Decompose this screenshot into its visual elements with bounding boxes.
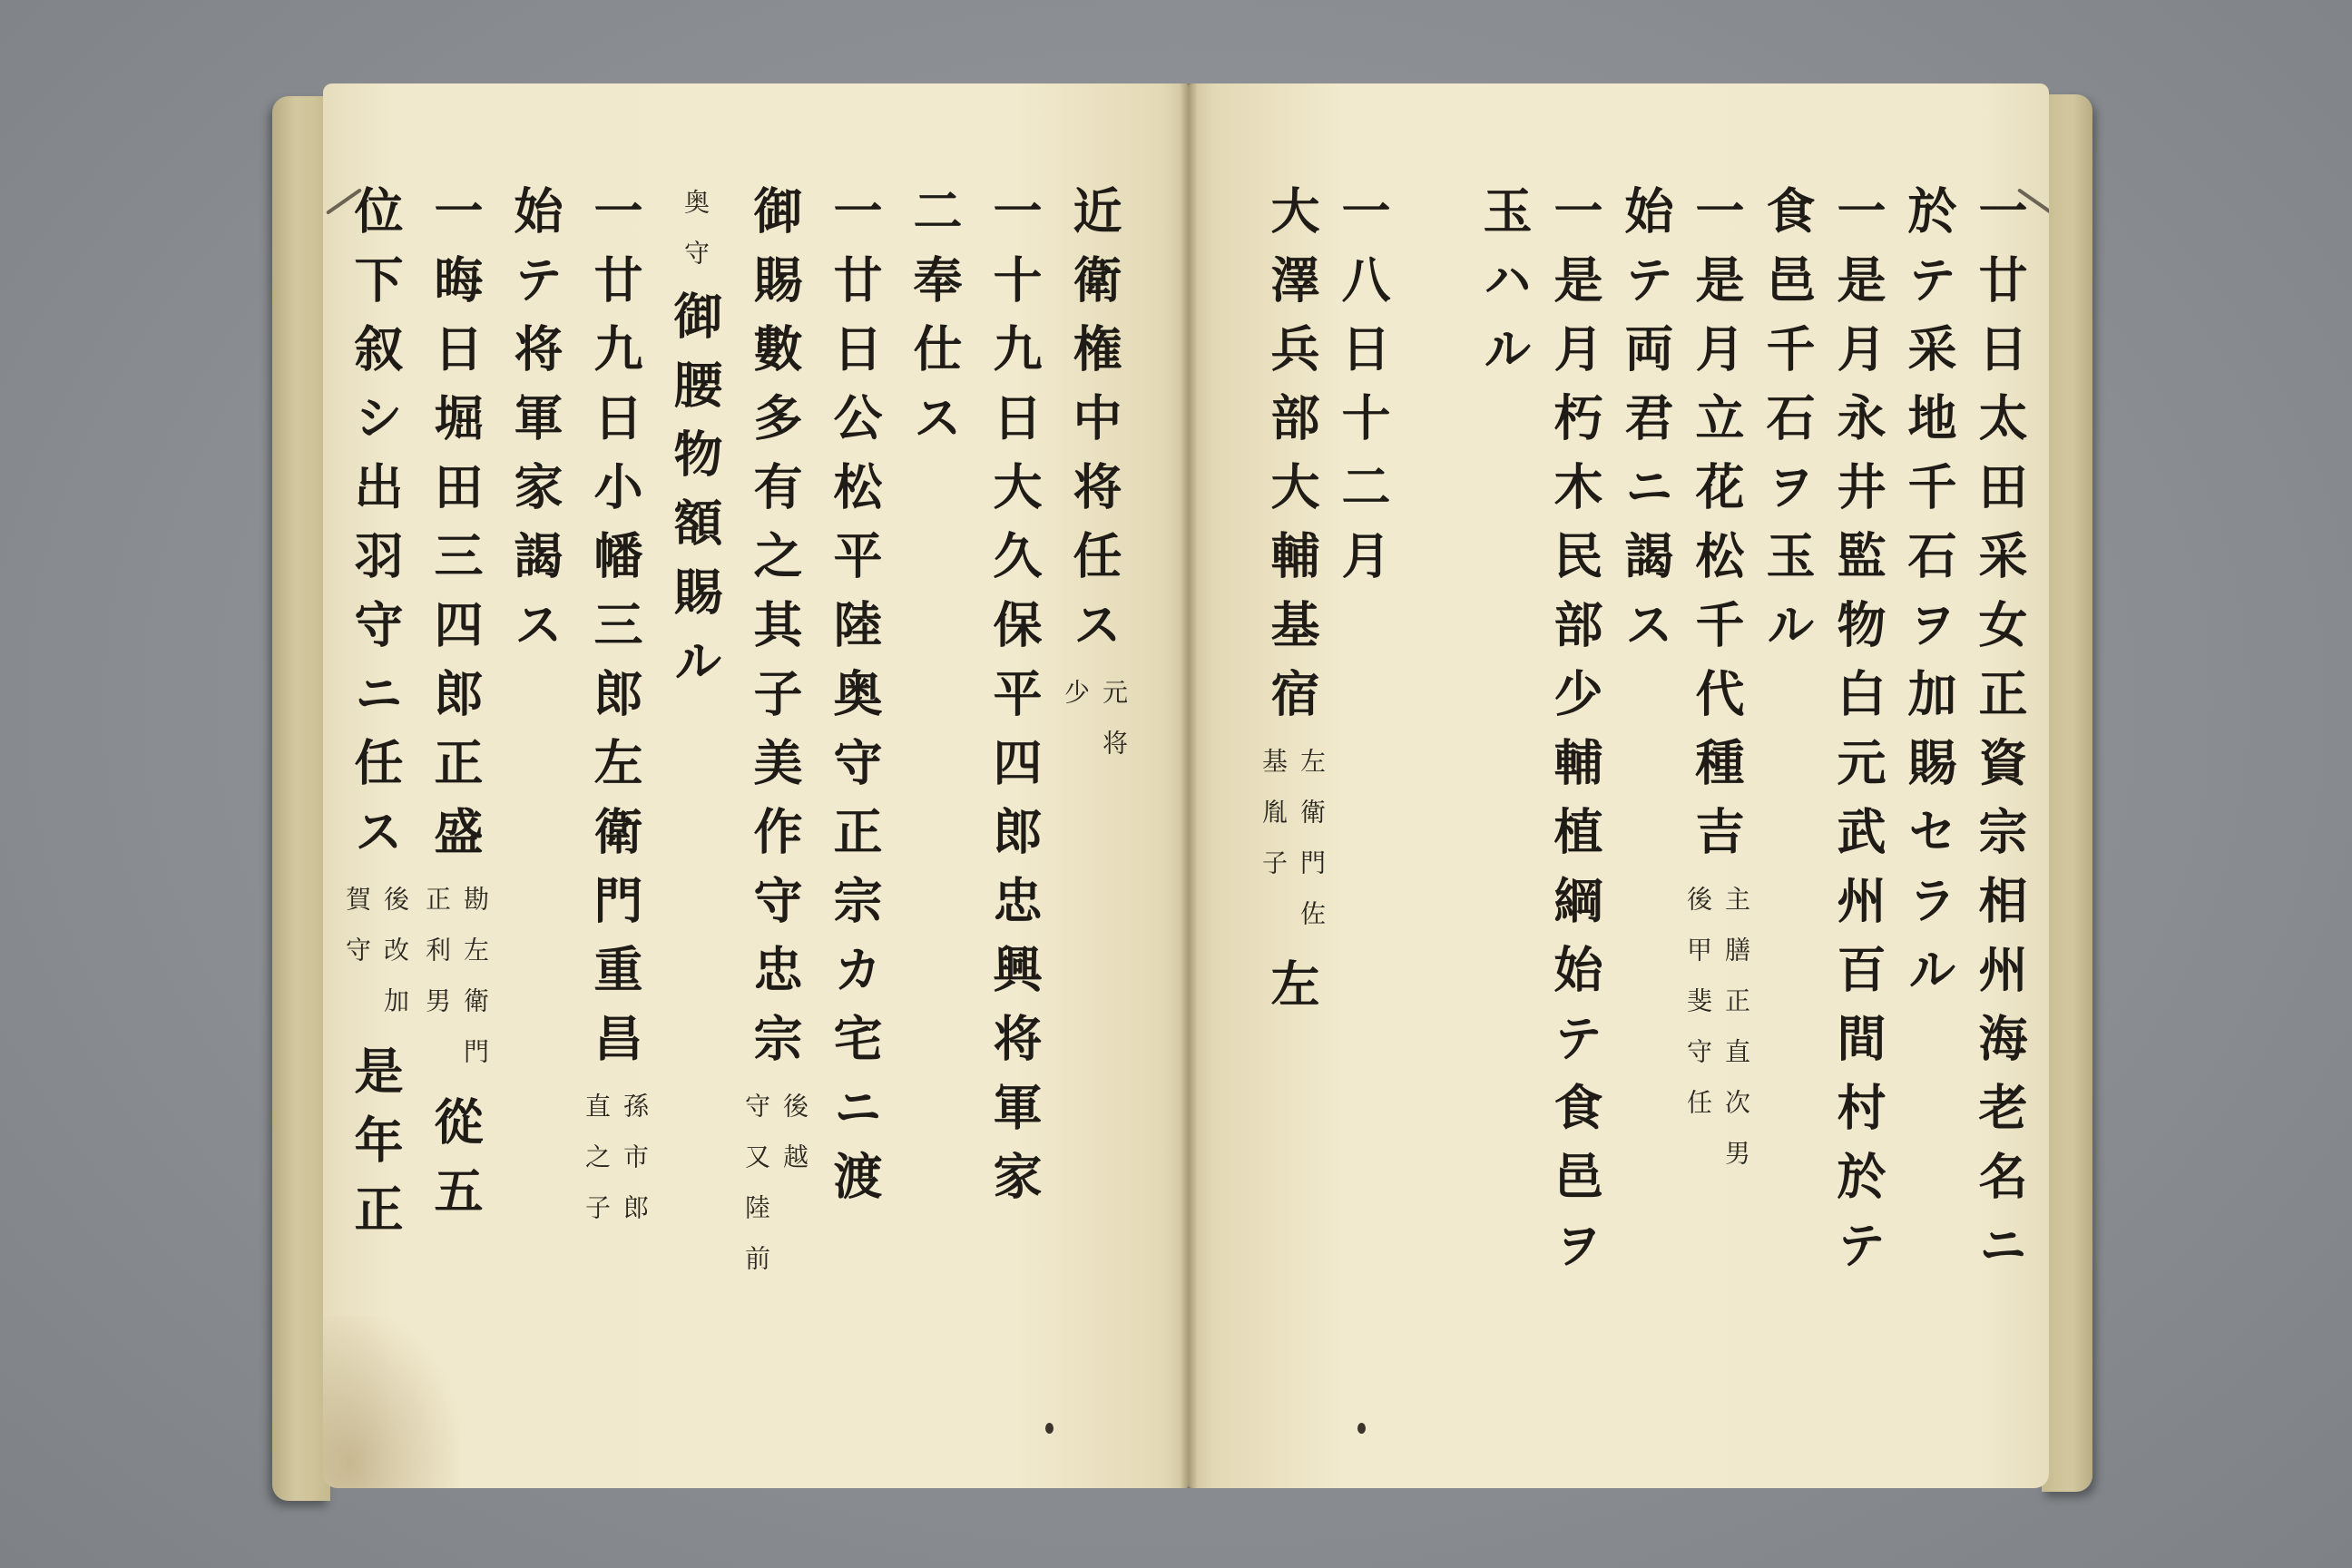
column-main-text: 左 (1263, 958, 1321, 1027)
right-page-block-edge (2042, 94, 2092, 1492)
column-main-text: 一是月立花松千代種吉 (1688, 185, 1746, 875)
text-column (1889, 185, 1969, 1455)
column-note-text: 正利男 (422, 886, 452, 1038)
text-column (1748, 185, 1828, 1455)
right-page (1189, 83, 2049, 1488)
text-column (1606, 185, 1686, 1455)
column-main-text: 一十九日大久保平四郎忠興将軍家 (985, 185, 1044, 1220)
text-column (1677, 185, 1757, 1455)
text-column (1252, 185, 1332, 1455)
column-note-text: 直之子 (582, 1093, 612, 1245)
column-main-text: 一是月朽木民部少輔植綱始テ食邑ヲ (1546, 185, 1604, 1289)
text-column (655, 185, 735, 1455)
text-column (1818, 185, 1898, 1455)
text-column (336, 185, 416, 1455)
column-main-text: 二奉仕ス (906, 185, 964, 461)
text-column (575, 185, 655, 1455)
column-main-text: 食邑千石ヲ玉ル (1759, 185, 1817, 668)
column-main-text: 始テ両君ニ謁ス (1617, 185, 1675, 668)
text-column (416, 185, 495, 1455)
text-column (1323, 185, 1403, 1455)
column-note-text: 奥守 (681, 189, 710, 290)
column-main-text: 御賜數多有之其子美作守忠宗 (746, 185, 804, 1082)
column-note-text: 左衛門佐 (1297, 748, 1327, 951)
text-column (735, 185, 815, 1455)
left-page (323, 83, 1189, 1488)
column-note-text: 後甲斐守任 (1683, 886, 1713, 1140)
text-column (975, 185, 1054, 1455)
text-column (815, 185, 895, 1455)
column-note-text: 勘左衛門 (460, 886, 490, 1089)
text-column (495, 185, 575, 1455)
column-note-text: 主膳正直次男 (1721, 886, 1751, 1191)
book-gutter (1180, 83, 1198, 1488)
ink-dot (1357, 1423, 1366, 1434)
open-book (272, 80, 2092, 1504)
column-main-text: 位下叙シ出羽守ニ任ス (347, 185, 405, 875)
column-main-text: 一廿日太田采女正資宗相州海老名ニ (1971, 185, 2029, 1289)
text-column (1535, 185, 1615, 1455)
column-main-text: 於テ采地千石ヲ加賜セラル (1900, 185, 1958, 1013)
column-main-text: 一廿九日小幡三郎左衛門重昌 (586, 185, 644, 1082)
column-main-text: 御腰物額賜ル (666, 290, 724, 704)
text-column (1465, 185, 1544, 1455)
column-main-text: 是年正 (347, 1045, 405, 1252)
column-note-text: 守又陸前 (741, 1093, 771, 1296)
column-note-text: 賀守 (342, 886, 372, 987)
column-note-text: 基胤子 (1259, 748, 1289, 900)
text-column (895, 185, 975, 1455)
column-note-text: 少 (1061, 679, 1091, 730)
column-main-text: 從五 (426, 1096, 485, 1234)
left-page-block-edge (272, 96, 330, 1501)
column-note-text: 後改加 (380, 886, 410, 1038)
column-main-text: 一晦日堀田三四郎正盛 (426, 185, 485, 875)
column-note-text: 元将 (1099, 679, 1129, 780)
column-note-text: 孫市郎 (620, 1093, 650, 1245)
column-note-text: 後越 (779, 1093, 809, 1194)
text-column (1960, 185, 2040, 1455)
column-main-text: 大澤兵部大輔基宿 (1263, 185, 1321, 737)
ink-dot (1045, 1423, 1054, 1434)
text-column (1054, 185, 1134, 1455)
column-main-text: 一是月永井監物白元武州百間村於テ (1829, 185, 1887, 1289)
column-main-text: 一廿日公松平陸奥守正宗カ宅ニ渡 (826, 185, 884, 1220)
column-main-text: 玉ハル (1475, 185, 1534, 392)
column-main-text: 近衛権中将任ス (1065, 185, 1123, 668)
column-main-text: 始テ将軍家謁ス (506, 185, 564, 668)
column-main-text: 一八日十二月 (1334, 185, 1392, 599)
